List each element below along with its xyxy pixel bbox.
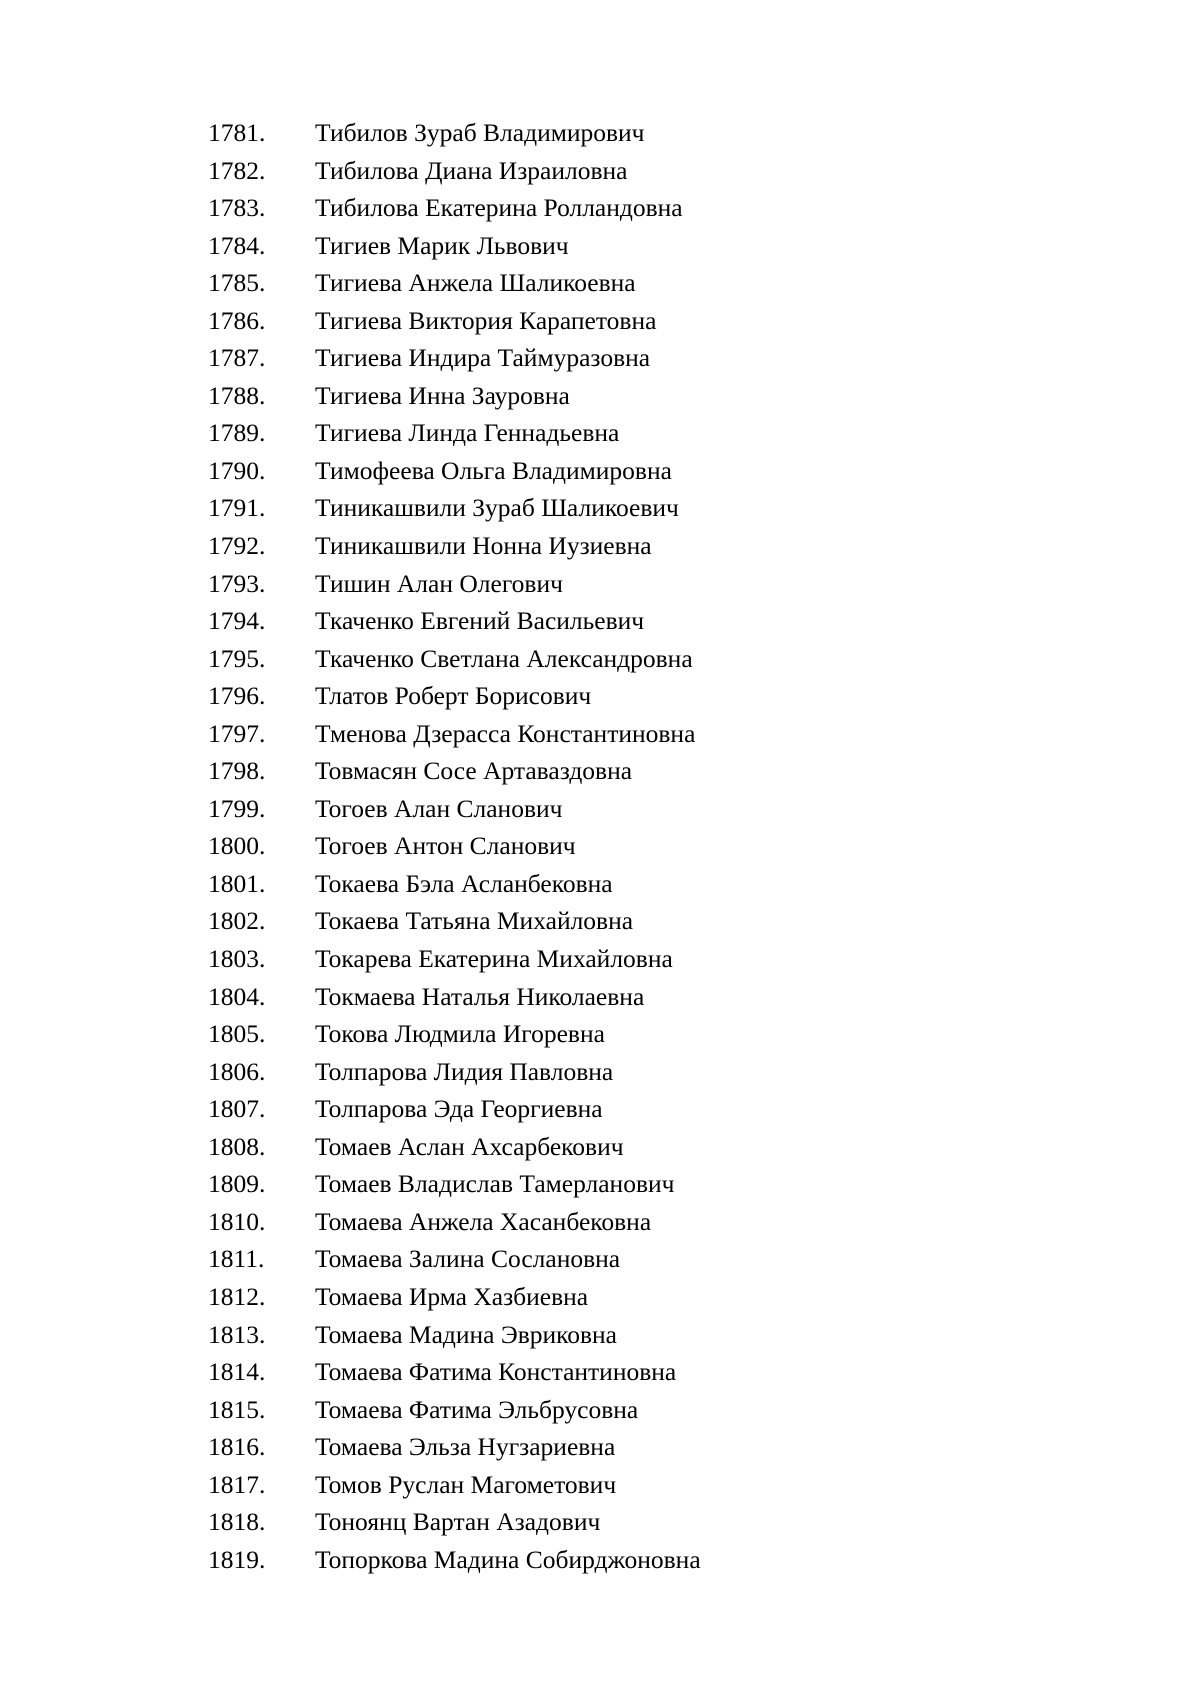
entry-number: 1815.: [208, 1394, 266, 1424]
list-item: [208, 752, 701, 790]
entry-number: 1791.: [208, 493, 266, 523]
entry-number: 1798.: [208, 756, 266, 786]
list-item: [208, 827, 701, 865]
entry-name: Тигиева Индира Таймуразовна: [315, 343, 651, 373]
list-item: [208, 1541, 701, 1579]
entry-number: 1804.: [208, 981, 266, 1011]
list-item: [208, 527, 701, 565]
entry-name: Толпарова Эда Георгиевна: [315, 1094, 603, 1124]
entry-name: Толпарова Лидия Павловна: [315, 1056, 614, 1086]
list-item: [208, 452, 701, 490]
list-item: [208, 414, 701, 452]
entry-name: Тигиева Линда Геннадьевна: [315, 418, 620, 448]
entry-number: 1796.: [208, 681, 266, 711]
entry-number: 1813.: [208, 1319, 266, 1349]
entry-number: 1788.: [208, 380, 266, 410]
entry-number: 1803.: [208, 944, 266, 974]
entry-number: 1781.: [208, 118, 266, 147]
entry-number: 1806.: [208, 1056, 266, 1086]
entry-name: Томаева Фатима Эльбрусовна: [315, 1394, 639, 1424]
entry-name: Томаева Ирма Хазбиевна: [315, 1281, 589, 1311]
entry-number: 1789.: [208, 418, 266, 448]
name-list: [208, 114, 701, 1578]
list-item: [208, 1428, 701, 1466]
entry-name: Томаев Аслан Ахсарбекович: [315, 1131, 624, 1161]
list-item: [208, 1128, 701, 1166]
entry-number: 1792.: [208, 531, 266, 561]
entry-number: 1812.: [208, 1281, 266, 1311]
entry-name: Токаева Бэла Асланбековна: [315, 868, 613, 898]
entry-name: Томаева Фатима Константиновна: [315, 1357, 677, 1387]
list-item: [208, 1466, 701, 1504]
entry-number: 1787.: [208, 343, 266, 373]
entry-name: Томаев Владислав Тамерланович: [315, 1169, 675, 1199]
entry-name: Тигиева Инна Зауровна: [315, 380, 570, 410]
list-item: [208, 489, 701, 527]
list-item: [208, 978, 701, 1016]
entry-number: 1797.: [208, 718, 266, 748]
entry-number: 1801.: [208, 868, 266, 898]
list-item: [208, 602, 701, 640]
list-item: [208, 677, 701, 715]
entry-number: 1783.: [208, 193, 266, 223]
entry-name: Токмаева Наталья Николаевна: [315, 981, 645, 1011]
list-item: [208, 790, 701, 828]
list-item: [208, 1503, 701, 1541]
list-item: [208, 940, 701, 978]
entry-name: Тигиева Анжела Шаликоевна: [315, 268, 636, 298]
entry-number: 1786.: [208, 305, 266, 335]
entry-number: 1818.: [208, 1507, 266, 1537]
entry-number: 1794.: [208, 606, 266, 636]
entry-number: 1817.: [208, 1469, 266, 1499]
list-item: [208, 1165, 701, 1203]
list-item: [208, 377, 701, 415]
entry-name: Токова Людмила Игоревна: [315, 1019, 605, 1049]
list-item: [208, 152, 701, 190]
entry-name: Ткаченко Евгений Васильевич: [315, 606, 645, 636]
entry-name: Томов Руслан Магометович: [315, 1469, 617, 1499]
entry-number: 1814.: [208, 1357, 266, 1387]
list-item: [208, 1391, 701, 1429]
entry-name: Топоркова Мадина Собирджоновна: [315, 1544, 701, 1574]
entry-name: Товмасян Сосе Артаваздовна: [315, 756, 633, 786]
entry-name: Тиникашвили Нонна Иузиевна: [315, 531, 652, 561]
entry-number: 1802.: [208, 906, 266, 936]
entry-name: Токаева Татьяна Михайловна: [315, 906, 634, 936]
entry-name: Тибилова Екатерина Ролландовна: [315, 193, 683, 223]
entry-name: Тигиева Виктория Карапетовна: [315, 305, 657, 335]
entry-name: Тлатов Роберт Борисович: [315, 681, 592, 711]
list-item: [208, 1090, 701, 1128]
list-item: [208, 114, 701, 152]
entry-number: 1790.: [208, 455, 266, 485]
list-item: [208, 902, 701, 940]
entry-name: Ткаченко Светлана Александровна: [315, 643, 693, 673]
entry-number: 1808.: [208, 1131, 266, 1161]
entry-number: 1811.: [208, 1244, 265, 1274]
entry-number: 1785.: [208, 268, 266, 298]
entry-name: Тогоев Алан Сланович: [315, 793, 563, 823]
entry-number: 1784.: [208, 230, 266, 260]
entry-number: 1805.: [208, 1019, 266, 1049]
entry-number: 1782.: [208, 155, 266, 185]
entry-name: Тогоев Антон Сланович: [315, 831, 576, 861]
list-item: [208, 1203, 701, 1241]
list-item: [208, 1015, 701, 1053]
list-item: [208, 715, 701, 753]
entry-number: 1816.: [208, 1432, 266, 1462]
entry-number: 1809.: [208, 1169, 266, 1199]
list-item: [208, 1353, 701, 1391]
list-item: [208, 264, 701, 302]
entry-name: Тоноянц Вартан Азадович: [315, 1507, 601, 1537]
entry-name: Тишин Алан Олегович: [315, 568, 563, 598]
entry-name: Тибилова Диана Израиловна: [315, 155, 628, 185]
list-item: [208, 1316, 701, 1354]
entry-name: Томаева Анжела Хасанбековна: [315, 1206, 652, 1236]
entry-number: 1810.: [208, 1206, 266, 1236]
entry-number: 1800.: [208, 831, 266, 861]
entry-name: Тигиев Марик Львович: [315, 230, 569, 260]
entry-name: Тимофеева Ольга Владимировна: [315, 455, 672, 485]
entry-number: 1819.: [208, 1544, 266, 1574]
entry-name: Токарева Екатерина Михайловна: [315, 944, 673, 974]
entry-name: Томаева Эльза Нугзариевна: [315, 1432, 616, 1462]
entry-name: Тиникашвили Зураб Шаликоевич: [315, 493, 679, 523]
list-item: [208, 302, 701, 340]
entry-name: Томаева Мадина Эвриковна: [315, 1319, 617, 1349]
list-item: [208, 1240, 701, 1278]
list-item: [208, 339, 701, 377]
entry-name: Томаева Залина Сослановна: [315, 1244, 621, 1274]
list-item: [208, 1053, 701, 1091]
entry-name: Тменова Дзерасса Константиновна: [315, 718, 696, 748]
list-item: [208, 865, 701, 903]
list-item: [208, 227, 701, 265]
list-item: [208, 640, 701, 678]
entry-number: 1799.: [208, 793, 266, 823]
entry-number: 1795.: [208, 643, 266, 673]
list-item: [208, 189, 701, 227]
entry-name: Тибилов Зураб Владимирович: [315, 118, 645, 147]
entry-number: 1807.: [208, 1094, 266, 1124]
entry-number: 1793.: [208, 568, 266, 598]
list-item: [208, 565, 701, 603]
list-item: [208, 1278, 701, 1316]
